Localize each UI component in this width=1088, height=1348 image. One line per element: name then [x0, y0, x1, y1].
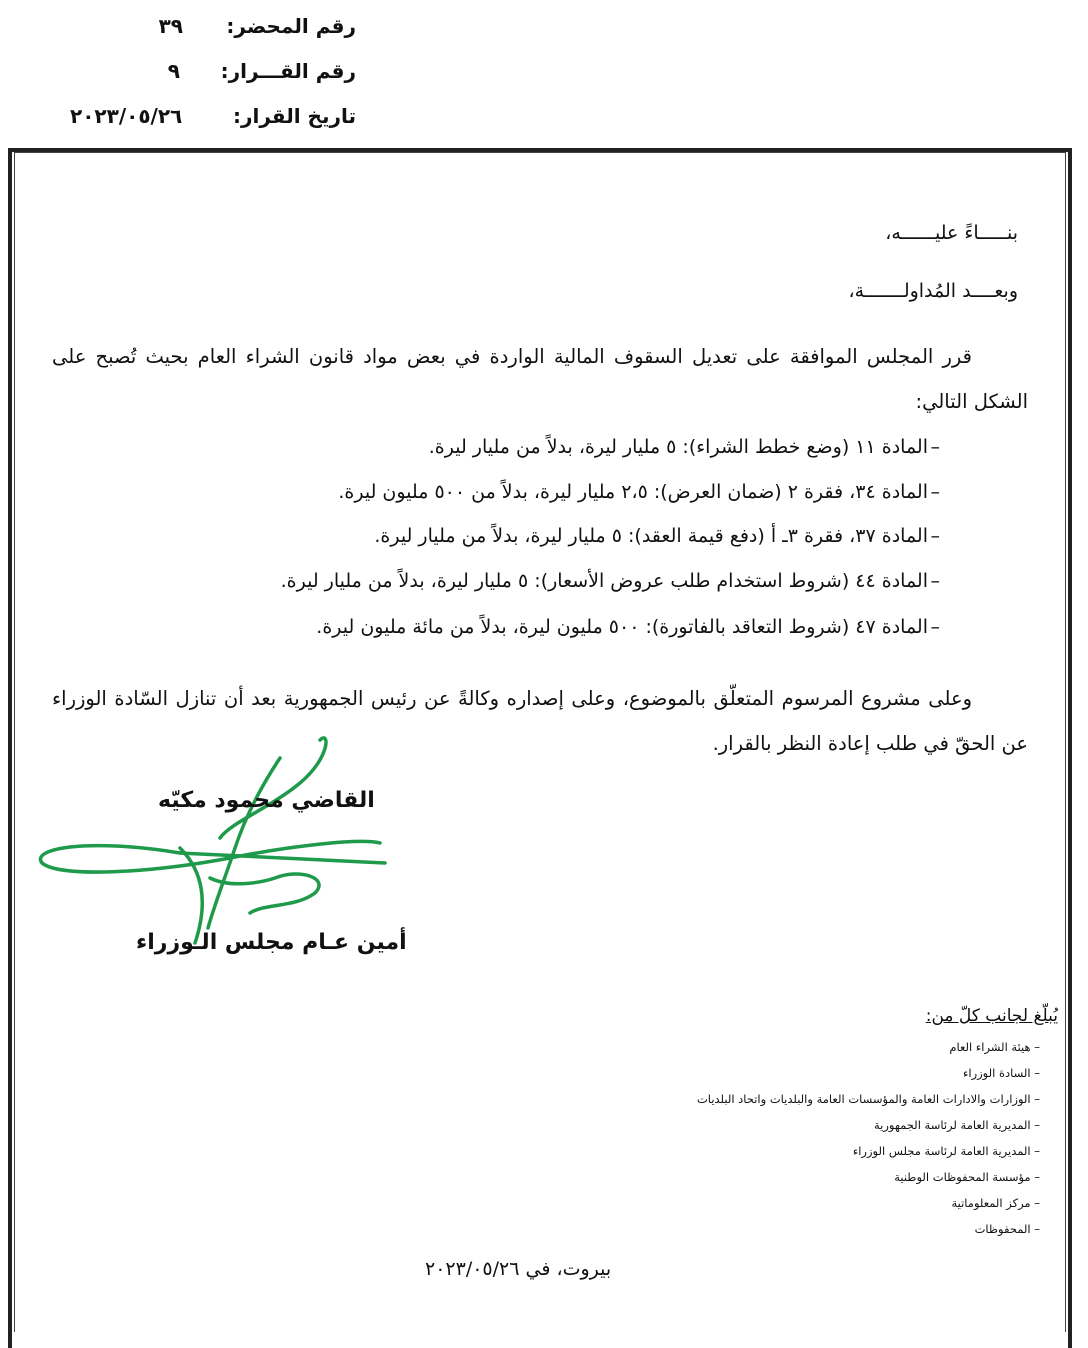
item-dash: –	[930, 436, 940, 458]
article-item: المادة ٤٤ (شروط استخدام طلب عروض الأسعار): ٥ مليار ليرة، بدلاً من مليار ليرة.	[280, 570, 928, 592]
handwritten-signature	[30, 728, 410, 958]
decision-date-value: ٢٠٢٣/٠٥/٢٦	[70, 104, 183, 128]
item-dash: –	[930, 616, 940, 638]
article-item: المادة ٣٤، فقرة ٢ (ضمان العرض): ٢،٥ مليار ليرة، بدلاً من ٥٠٠ مليون ليرة.	[338, 481, 928, 503]
list-item: – المحفوظات	[697, 1222, 1040, 1248]
article-item: المادة ١١ (وضع خطط الشراء): ٥ مليار ليرة، بدلاً من مليار ليرة.	[428, 436, 928, 458]
place-date: بيروت، في ٢٠٢٣/٠٥/٢٦	[425, 1258, 612, 1280]
record-number-value: ٣٩	[158, 14, 183, 38]
decision-paragraph: قرر المجلس الموافقة على تعديل السقوف المالية الواردة في بعض مواد قانون الشراء العام بحيث تُصبح على الشكل التالي:	[52, 345, 1028, 413]
list-item: – مركز المعلوماتية	[697, 1196, 1040, 1222]
list-item: – الوزارات والادارات العامة والمؤسسات العامة والبلديات واتحاد البلديات	[697, 1092, 1040, 1118]
article-item: المادة ٤٧ (شروط التعاقد بالفاتورة): ٥٠٠ مليون ليرة، بدلاً من مائة مليون ليرة.	[316, 616, 928, 638]
list-item: – المديرية العامة لرئاسة مجلس الوزراء	[697, 1144, 1040, 1170]
signatory-name: القاضي محمود مكيّه	[158, 788, 375, 813]
recipient-list	[697, 1040, 1040, 1248]
decision-number-label: رقم القـــرار:	[220, 59, 356, 83]
item-dash: –	[930, 481, 940, 503]
intro-after-deliberation: وبعــــد المُداولـــــــة،	[848, 280, 1018, 302]
decision-number-value: ٩	[167, 59, 180, 83]
notify-title: يُبلّغ لجانب كلّ من:	[925, 1006, 1058, 1026]
item-dash: –	[930, 525, 940, 547]
intro-based-on: بنـــــاءً عليــــــه،	[885, 222, 1018, 244]
closing-paragraph: وعلى مشروع المرسوم المتعلّق بالموضوع، وعلى إصداره وكالةً عن رئيس الجمهورية بعد أن تنازل السّادة الوزراء عن الحقّ في طلب إعادة النظر بالقرار.	[52, 687, 1028, 755]
list-item: – هيئة الشراء العام	[697, 1040, 1040, 1066]
article-item: المادة ٣٧، فقرة ٣ـ أ (دفع قيمة العقد): ٥ مليار ليرة، بدلاً من مليار ليرة.	[374, 525, 928, 547]
decision-date-label: تاريخ القرار:	[233, 104, 356, 128]
record-number-label: رقم المحضر:	[226, 14, 356, 38]
item-dash: –	[930, 570, 940, 592]
signatory-title: أمين عـام مجلس الـوزراء	[136, 930, 407, 955]
list-item: – السادة الوزراء	[697, 1066, 1040, 1092]
list-item: – مؤسسة المحفوظات الوطنية	[697, 1170, 1040, 1196]
list-item: – المديرية العامة لرئاسة الجمهورية	[697, 1118, 1040, 1144]
